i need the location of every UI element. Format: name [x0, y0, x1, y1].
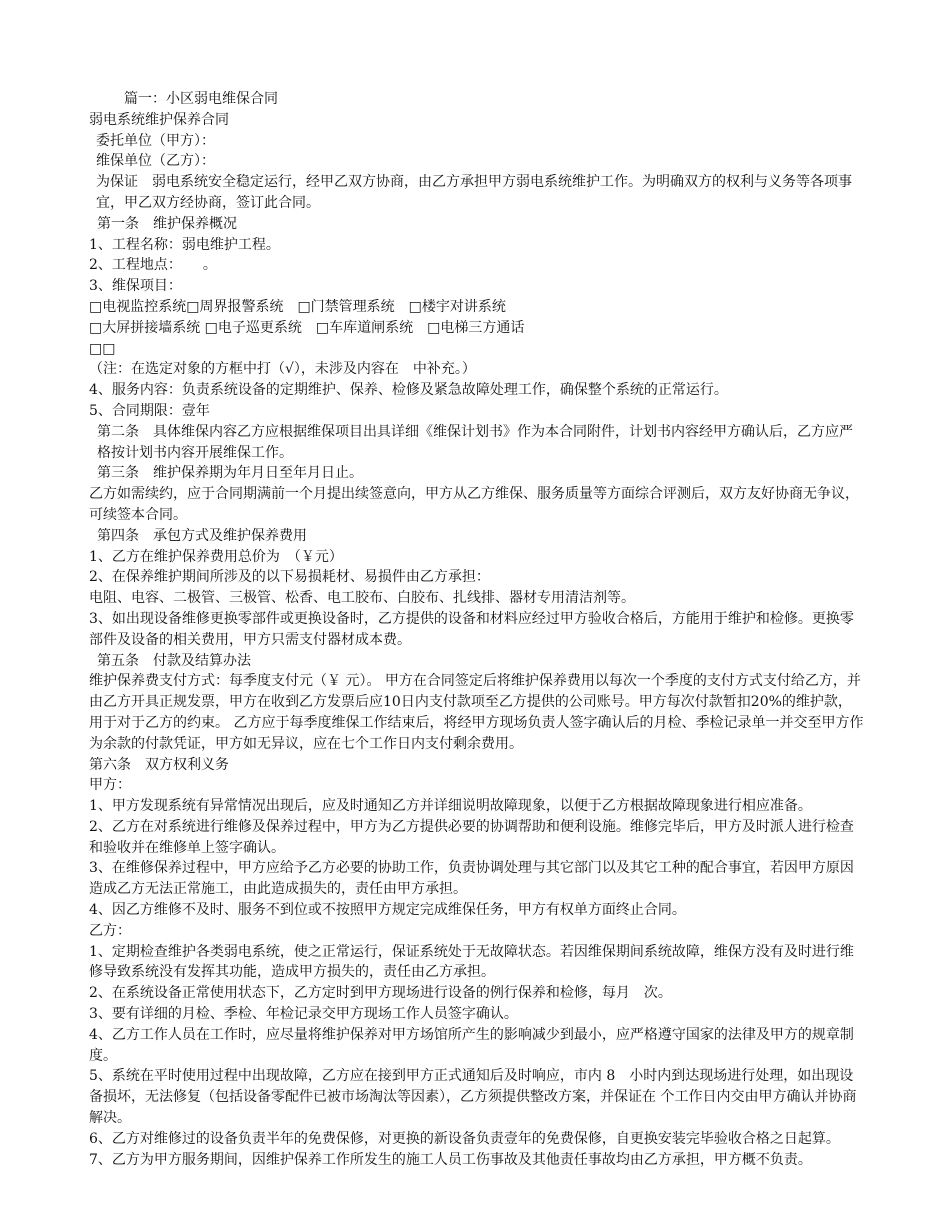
- paragraph: 1、工程名称：弱电维护工程。: [89, 236, 280, 253]
- paragraph: 乙方：: [89, 922, 131, 939]
- paragraph: 为保证 弱电系统安全稳定运行，经甲乙双方协商，由乙方承担甲方弱电系统维护工作。为明确双方的权利与义务等各项事宜，甲乙双方经协商，签订此合同。: [96, 174, 852, 211]
- paragraph: 1、甲方发现系统有异常情况出现后，应及时通知乙方并详细说明故障现象，以便于乙方根据故障现象进行相应准备。: [89, 798, 812, 815]
- document-body: [89, 110, 864, 1171]
- paragraph: 2、在保养维护期间所涉及的以下易损耗材、易损件由乙方承担：: [89, 569, 490, 586]
- paragraph: 5、合同期限：壹年: [89, 402, 210, 419]
- paragraph: 2、在系统设备正常使用状态下，乙方定时到甲方现场进行设备的例行保养和检修，每月 次。: [89, 985, 672, 1002]
- paragraph: 4、乙方工作人员在工作时，应尽量将维护保养对甲方场馆所产生的影响减少到最小，应严格遵守国家的法律及甲方的规章制度。: [89, 1026, 854, 1064]
- paragraph: 第三条 维护保养期为年月日至年月日止。: [97, 465, 363, 482]
- document-heading: 篇一：小区弱电维保合同: [124, 91, 278, 107]
- paragraph: □大屏拼接墙系统 □电子巡更系统 □车库道闸系统 □电梯三方通话: [89, 319, 525, 336]
- paragraph: 第六条 双方权利义务: [89, 756, 229, 773]
- paragraph: 6、乙方对维修过的设备负责半年的免费保修，对更换的新设备负责壹年的免费保修，自更换安装完毕验收合格之日起算。: [89, 1130, 840, 1147]
- paragraph: 第五条 付款及结算办法: [97, 652, 251, 669]
- paragraph: □□: [89, 340, 116, 357]
- paragraph: 第四条 承包方式及维护保养费用: [97, 527, 307, 544]
- paragraph: 2、乙方在对系统进行维修及保养过程中，甲方为乙方提供必要的协调帮助和便利设施。维修完毕后，甲方及时派人进行检查和验收并在维修单上签字确认。: [89, 818, 854, 856]
- paragraph: 维护保养费支付方式：每季度支付元（￥ 元）。 甲方在合同签定后将维护保养费用以每次一个季度的支付方式支付给乙方，并由乙方开具正规发票，甲方在收到乙方发票后应10日内支付款项至乙方提供的公司账号。甲方每次付款暂扣20%的维护款，用于对于乙方的约束。 乙方应于每季度维保工作结束后，将经甲方现场负责人签字确认后的月检、季检记录单一并交至甲方作为余款的付款凭证，甲方如无异议，应在七个工作日内支付剩余费用。: [89, 673, 864, 752]
- paragraph: 7、乙方为甲方服务期间，因维护保养工作所发生的施工人员工伤事故及其他责任事故均由乙方承担，甲方概不负责。: [89, 1151, 812, 1168]
- paragraph: 3、如出现设备维修更换零部件或更换设备时，乙方提供的设备和材料应经过甲方验收合格后，方能用于维护和检修。更换零部件及设备的相关费用，甲方只需支付器材成本费。: [89, 610, 854, 648]
- paragraph: 5、系统在平时使用过程中出现故障，乙方应在接到甲方正式通知后及时响应，市内 8 小时内到达现场进行处理，如出现设备损坏，无法修复（包括设备零配件已被市场淘汰等因素），乙方须提供整改方案，并保证在 个工作日内交由甲方确认并协商解决。: [89, 1068, 857, 1127]
- paragraph: 电阻、电容、二极管、三极管、松香、电工胶布、白胶布、扎线排、器材专用清洁剂等。: [89, 590, 635, 607]
- paragraph: 1、定期检查维护各类弱电系统，使之正常运行，保证系统处于无故障状态。若因维保期间系统故障，维保方没有及时进行维修导致系统没有发挥其功能，造成甲方损失的，责任由乙方承担。: [89, 943, 854, 981]
- paragraph: 2、工程地点： 。: [89, 257, 217, 274]
- paragraph: 3、在维修保养过程中，甲方应给予乙方必要的协助工作，负责协调处理与其它部门以及其它工种的配合事宜，若因甲方原因造成乙方无法正常施工，由此造成损失的，责任由甲方承担。: [89, 860, 854, 898]
- paragraph: 委托单位（甲方）：: [96, 132, 215, 149]
- paragraph: 4、因乙方维修不及时、服务不到位或不按照甲方规定完成维保任务，甲方有权单方面终止合同。: [89, 902, 686, 919]
- paragraph: 乙方如需续约，应于合同期满前一个月提出续签意向，甲方从乙方维保、服务质量等方面综合评测后，双方友好协商无争议，可续签本合同。: [89, 486, 859, 523]
- paragraph: 甲方：: [89, 777, 131, 794]
- paragraph: 第二条 具体维保内容乙方应根据维保项目出具详细《维保计划书》作为本合同附件，计划书内容经甲方确认后，乙方应严格按计划书内容开展维保工作。: [97, 423, 853, 461]
- paragraph: （注：在选定对象的方框中打（√），未涉及内容在 中补充。）: [89, 361, 476, 378]
- paragraph: 第一条 维护保养概况: [97, 215, 237, 232]
- paragraph: 维保单位（乙方）：: [96, 153, 215, 170]
- paragraph: 4、服务内容：负责系统设备的定期维护、保养、检修及紧急故障处理工作，确保整个系统的正常运行。: [89, 382, 728, 399]
- contract-document: [89, 89, 864, 1170]
- paragraph: □电视监控系统□周界报警系统 □门禁管理系统 □楼宇对讲系统: [89, 298, 506, 315]
- paragraph: 1、乙方在维护保养费用总价为 （￥元）: [89, 548, 343, 565]
- paragraph: 3、要有详细的月检、季检、年检记录交甲方现场工作人员签字确认。: [89, 1006, 518, 1023]
- paragraph: 弱电系统维护保养合同: [89, 111, 229, 128]
- paragraph: 3、维保项目：: [89, 278, 182, 295]
